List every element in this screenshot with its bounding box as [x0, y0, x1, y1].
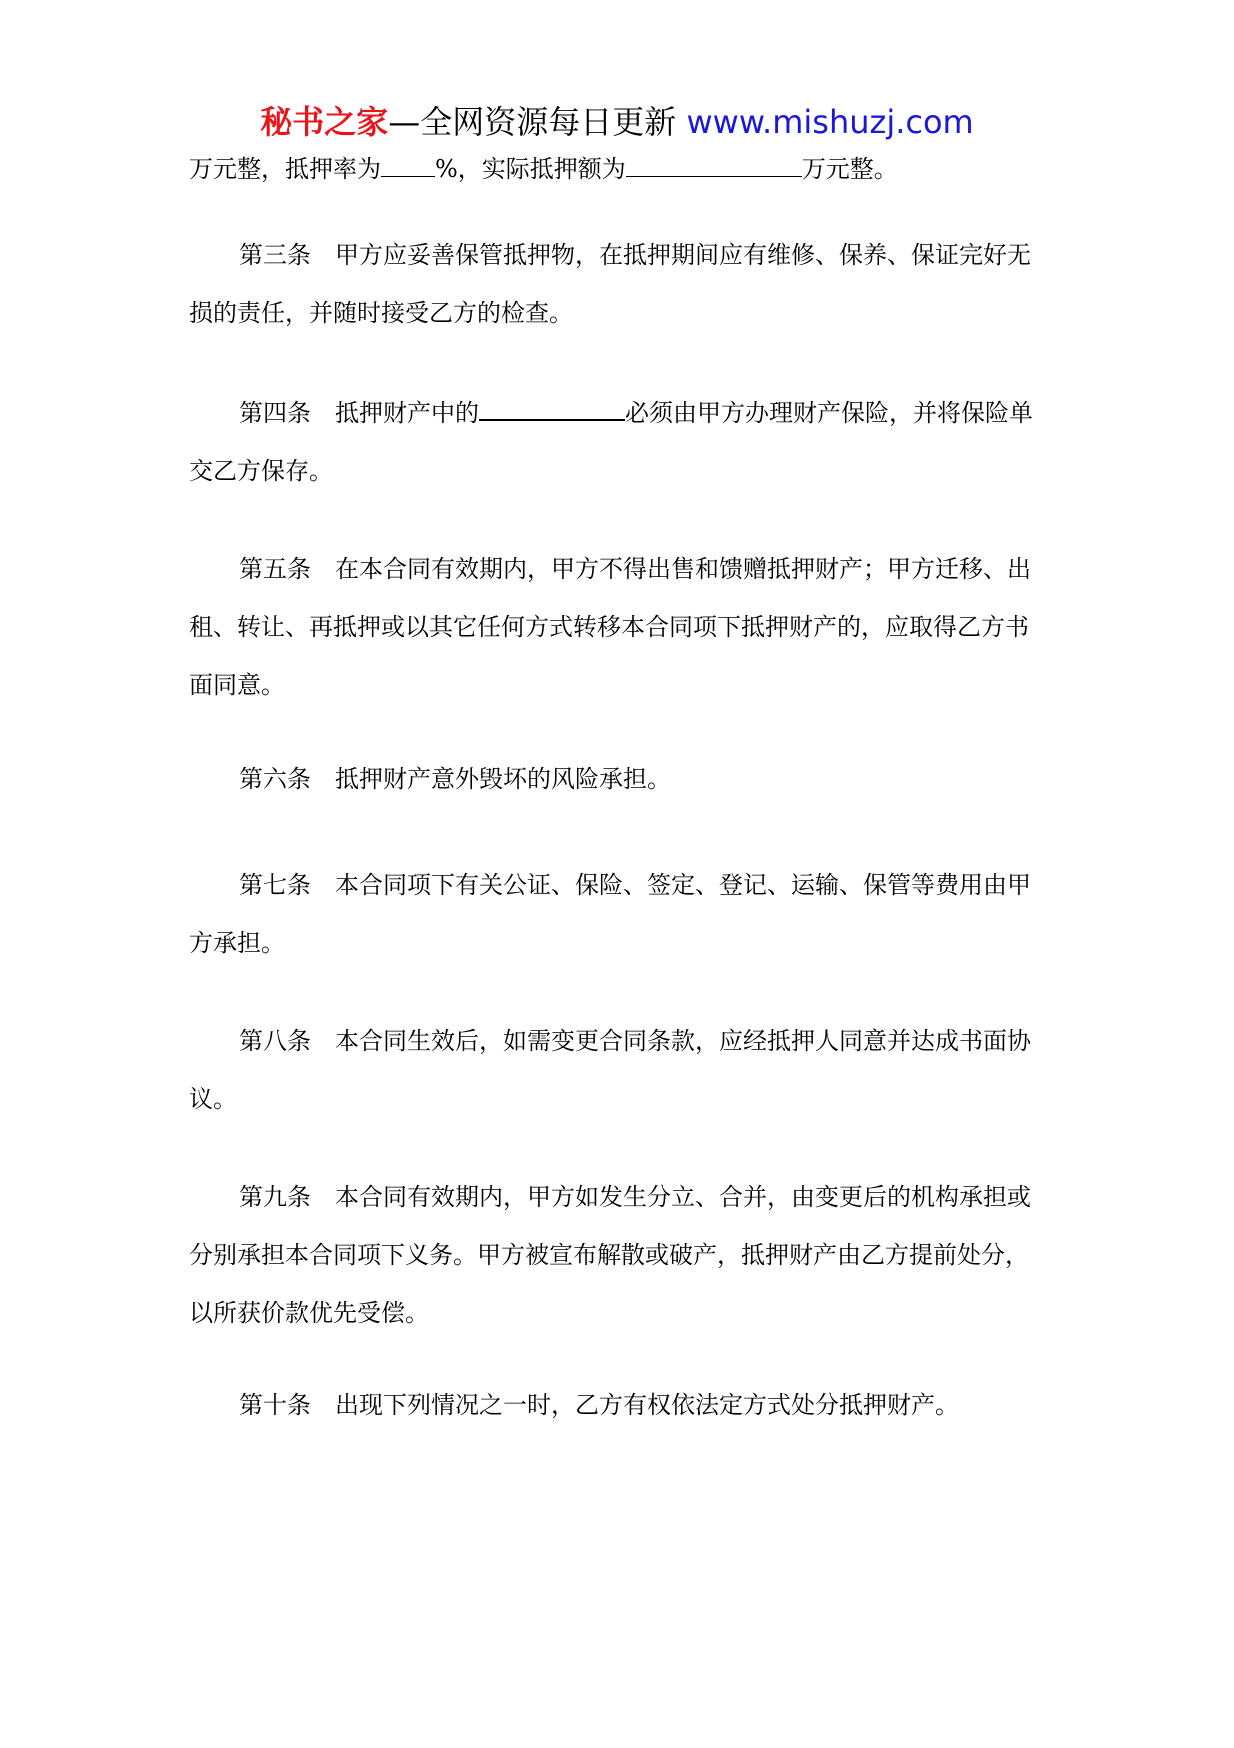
- article-3: [189, 226, 1049, 342]
- mortgage-rate-blank: [381, 154, 435, 177]
- article-label: 第七条: [239, 871, 311, 899]
- actual-amount-blank: [626, 154, 802, 177]
- article-6: [189, 750, 1049, 808]
- insured-item-blank: [479, 397, 625, 421]
- header-tagline: —全网资源每日更新: [388, 103, 677, 141]
- article-text: 抵押财产意外毁坏的风险承担。: [335, 765, 671, 793]
- article-text: 本合同有效期内，甲方如发生分立、合并，由变更后的机构承担或分别承担本合同项下义务。甲方被宣布解散或破产，抵押财产由乙方提前处分，以所获价款优先受偿。: [189, 1183, 1031, 1327]
- article-label: 第八条: [239, 1027, 311, 1055]
- article-text: 出现下列情况之一时，乙方有权依法定方式处分抵押财产。: [335, 1391, 959, 1419]
- continuation-text-2: %，实际抵押额为: [435, 155, 626, 183]
- header-url[interactable]: www.mishuzj.com: [686, 103, 974, 141]
- article-text-after: 必须由甲方办理财产保险，并将保险单交乙方保存。: [189, 399, 1033, 485]
- article-text: 在本合同有效期内，甲方不得出售和馈赠抵押财产；甲方迁移、出租、转让、再抵押或以其它任何方式转移本合同项下抵押财产的，应取得乙方书面同意。: [189, 555, 1031, 699]
- article-label: 第五条: [239, 555, 311, 583]
- article-text-before: 抵押财产中的: [335, 399, 479, 427]
- site-header: [0, 100, 1234, 144]
- article-label: 第六条: [239, 765, 311, 793]
- article-label: 第四条: [239, 399, 311, 427]
- article-label: 第三条: [239, 241, 311, 269]
- article-label: 第九条: [239, 1183, 311, 1211]
- continuation-line: [189, 140, 1049, 198]
- header-brand: 秘书之家: [260, 103, 389, 141]
- continuation-text-3: 万元整。: [801, 155, 898, 183]
- article-text: 甲方应妥善保管抵押物，在抵押期间应有维修、保养、保证完好无损的责任，并随时接受乙方的检查。: [189, 241, 1031, 327]
- continuation-text-1: 万元整，抵押率为: [189, 155, 381, 183]
- article-text: 本合同生效后，如需变更合同条款，应经抵押人同意并达成书面协议。: [189, 1027, 1031, 1113]
- article-10: [189, 1376, 1049, 1434]
- article-8: [189, 1012, 1049, 1128]
- article-4: [189, 384, 1049, 500]
- article-5: [189, 540, 1049, 714]
- article-7: [189, 856, 1049, 972]
- article-text: 本合同项下有关公证、保险、签定、登记、运输、保管等费用由甲方承担。: [189, 871, 1031, 957]
- article-label: 第十条: [239, 1391, 311, 1419]
- article-9: [189, 1168, 1049, 1342]
